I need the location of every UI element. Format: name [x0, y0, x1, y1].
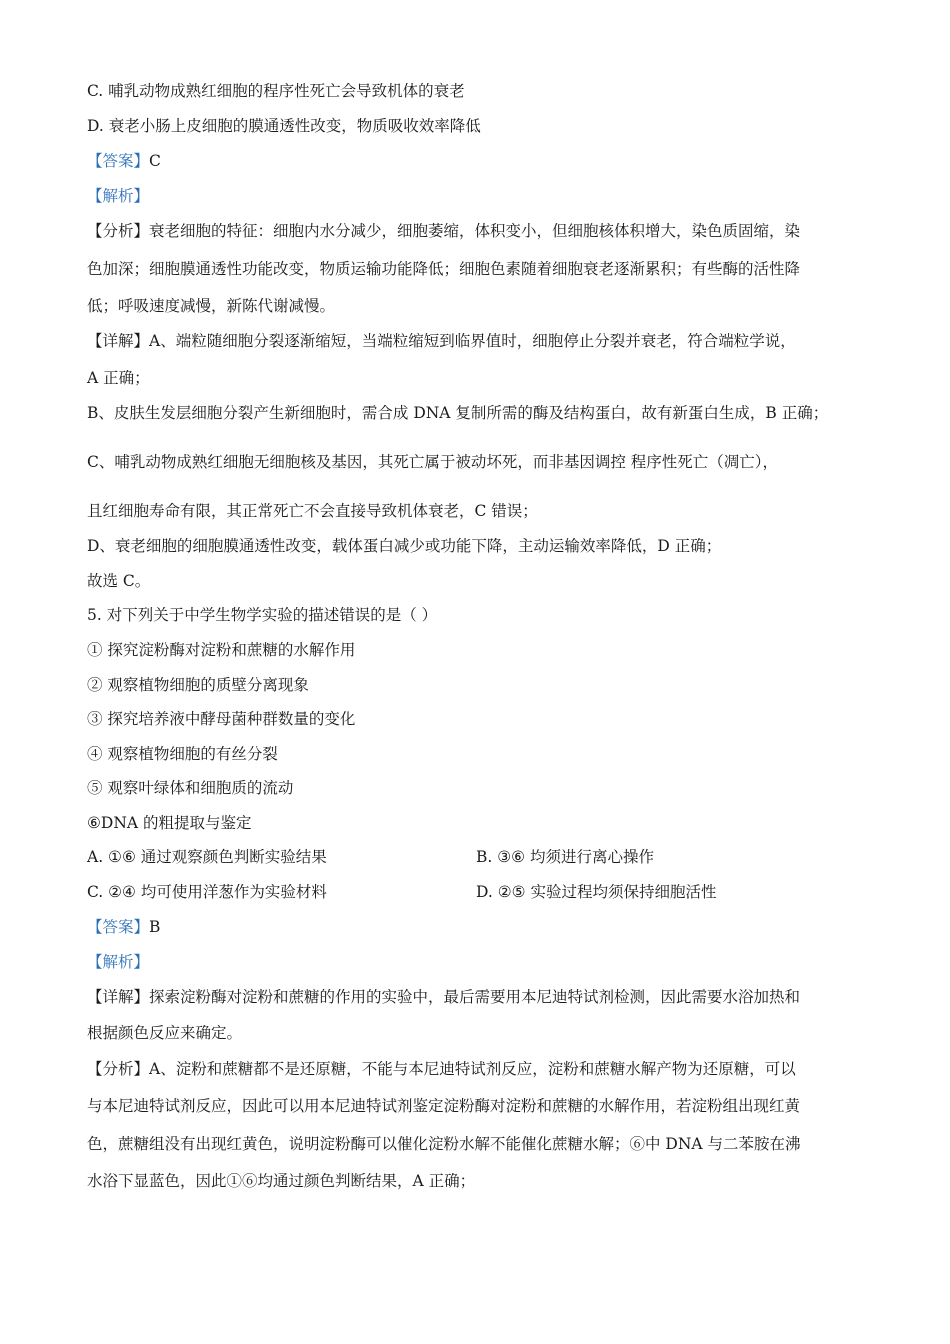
- prev-option-d: D. 衰老小肠上皮细胞的膜通透性改变，物质吸收效率降低: [87, 117, 481, 135]
- q5-answer-tag: 【答案】: [87, 918, 150, 936]
- xiangjie-tag: 【详解】: [87, 332, 150, 350]
- q5-item-5: ⑤ 观察叶绿体和细胞质的流动: [87, 779, 294, 797]
- q5-item-6: ⑥DNA 的粗提取与鉴定: [87, 814, 252, 832]
- q5-answer-value: B: [149, 918, 161, 936]
- q5-item-1: ① 探究淀粉酶对淀粉和蔗糖的水解作用: [87, 641, 356, 659]
- q5-fenxi-tag: 【分析】: [87, 1060, 150, 1078]
- q5-fenxi-line-1: 【分析】A、淀粉和蔗糖都不是还原糖，不能与本尼迪特试剂反应，淀粉和蔗糖水解产物为还原糖，可以: [87, 1060, 796, 1078]
- q5-stem: 5. 对下列关于中学生物学实验的描述错误的是（ ）: [87, 606, 438, 624]
- q5-xiangjie-line-1: 【详解】探索淀粉酶对淀粉和蔗糖的作用的实验中，最后需要用本尼迪特试剂检测，因此需要水浴加热和: [87, 988, 801, 1006]
- answer-line: [87, 150, 161, 172]
- q5-item-2: ② 观察植物细胞的质壁分离现象: [87, 676, 309, 694]
- xiangjie-line-6: D、衰老细胞的细胞膜通透性改变，载体蛋白减少或功能下降，主动运输效率降低，D 正确；: [87, 537, 722, 555]
- q5-answer-line: [87, 916, 160, 938]
- xiangjie-line-5: 且红细胞寿命有限，其正常死亡不会直接导致机体衰老，C 错误；: [87, 502, 538, 520]
- xiangjie-line-3: B、皮肤生发层细胞分裂产生新细胞时，需合成 DNA 复制所需的酶及结构蛋白，故有新蛋白生成，B 正确；: [87, 404, 829, 422]
- answer-value: C: [149, 152, 161, 170]
- q5-xiangjie-line-2: 根据颜色反应来确定。: [87, 1024, 243, 1042]
- fenxi-line-3: 低；呼吸速度减慢，新陈代谢减慢。: [87, 297, 336, 315]
- q5-option-b: B. ③⑥ 均须进行离心操作: [476, 848, 654, 866]
- q5-option-d: D. ②⑤ 实验过程均须保持细胞活性: [476, 883, 717, 901]
- q5-option-c: C. ②④ 均可使用洋葱作为实验材料: [87, 883, 327, 901]
- xiangjie-line-7: 故选 C。: [87, 572, 151, 590]
- q5-fenxi-line-3: 色，蔗糖组没有出现红黄色，说明淀粉酶可以催化淀粉水解不能催化蔗糖水解；⑥中 DNA 与二苯胺在沸: [87, 1135, 801, 1153]
- q5-xiangjie-tag: 【详解】: [87, 988, 150, 1006]
- analysis-tag: 【解析】: [87, 187, 150, 205]
- q5-analysis-tag: 【解析】: [87, 953, 150, 971]
- fenxi-line-2: 色加深；细胞膜通透性功能改变，物质运输功能降低；细胞色素随着细胞衰老逐渐累积；有些酶的活性降: [87, 260, 801, 278]
- answer-tag: 【答案】: [87, 152, 150, 170]
- q5-item-3: ③ 探究培养液中酵母菌种群数量的变化: [87, 710, 356, 728]
- fenxi-line-1: 【分析】衰老细胞的特征：细胞内水分减少，细胞萎缩，体积变小，但细胞核体积增大，染色质固缩，染: [87, 222, 801, 240]
- q5-option-a: A. ①⑥ 通过观察颜色判断实验结果: [87, 848, 327, 866]
- prev-option-c: C. 哺乳动物成熟红细胞的程序性死亡会导致机体的衰老: [87, 82, 465, 100]
- q5-fenxi-line-4: 水浴下显蓝色，因此①⑥均通过颜色判断结果，A 正确；: [87, 1172, 476, 1190]
- fenxi-tag: 【分析】: [87, 222, 150, 240]
- q5-fenxi-line-2: 与本尼迪特试剂反应，因此可以用本尼迪特试剂鉴定淀粉酶对淀粉和蔗糖的水解作用，若淀粉组出现红黄: [87, 1097, 801, 1115]
- xiangjie-line-4: C、哺乳动物成熟红细胞无细胞核及基因，其死亡属于被动坏死，而非基因调控 程序性死亡（凋亡），: [87, 453, 779, 471]
- xiangjie-line-1: 【详解】A、端粒随细胞分裂逐渐缩短，当端粒缩短到临界值时，细胞停止分裂并衰老，符合端粒学说，: [87, 332, 796, 350]
- q5-item-4: ④ 观察植物细胞的有丝分裂: [87, 745, 278, 763]
- xiangjie-line-2: A 正确；: [87, 369, 150, 387]
